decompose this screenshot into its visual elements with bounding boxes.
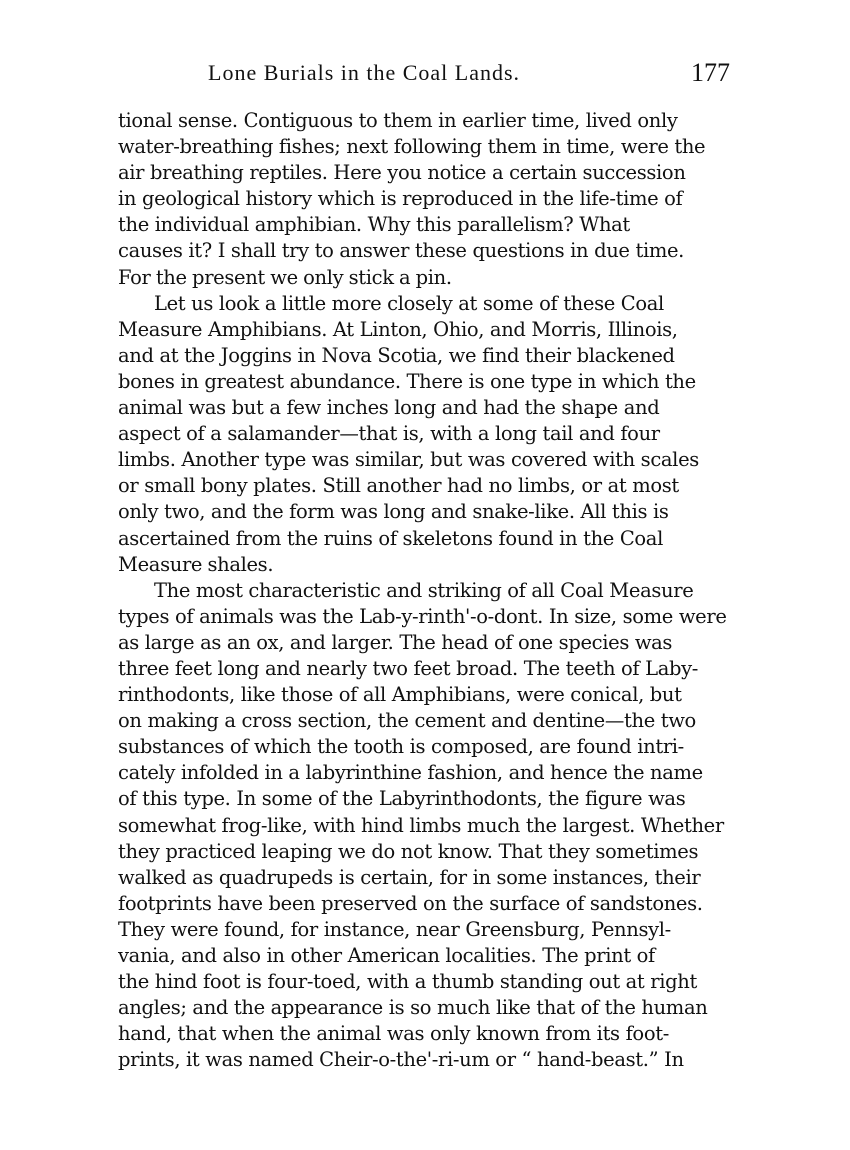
text-line: water-breathing fishes; next following them in time, were the xyxy=(118,135,706,159)
text-line: vania, and also in other American localities. The print of xyxy=(118,944,655,967)
text-line: substances of which the tooth is composed, are found intri- xyxy=(118,735,684,759)
text-line: walked as quadrupeds is certain, for in some instances, their xyxy=(118,865,701,889)
text-line: in geological history which is reproduced in the life-time of xyxy=(118,187,683,211)
text-line: Let us look a little more closely at some of these Coal xyxy=(154,291,664,315)
text-line: aspect of a salamander—that is, with a long tail and four xyxy=(118,422,660,446)
text-line: air breathing reptiles. Here you notice a certain succession xyxy=(118,161,686,185)
text-line: For the present we only stick a pin. xyxy=(118,265,452,289)
text-line: bones in greatest abundance. There is one type in which the xyxy=(118,369,696,393)
text-line: The most characteristic and striking of all Coal Measure xyxy=(154,578,694,602)
text-line: tional sense. Contiguous to them in earlier time, lived only xyxy=(118,109,678,132)
text-line: the individual amphibian. Why this parallelism? What xyxy=(118,213,630,237)
text-line: ascertained from the ruins of skeletons found in the Coal xyxy=(118,526,663,550)
text-line: causes it? I shall try to answer these questions in due time. xyxy=(118,239,685,263)
text-line: as large as an ox, and larger. The head of one species was xyxy=(118,630,673,654)
text-line: somewhat frog-like, with hind limbs much the largest. Whether xyxy=(118,813,724,837)
text-line: three feet long and nearly two feet broad. The teeth of Laby- xyxy=(118,656,699,680)
text-line: and at the Joggins in Nova Scotia, we find their blackened xyxy=(118,343,675,367)
text-line: rinthodonts, like those of all Amphibians, were conical, but xyxy=(118,683,682,707)
text-line: or small bony plates. Still another had no limbs, or at most xyxy=(118,474,679,498)
text-line: Measure shales. xyxy=(118,552,274,576)
text-line: prints, it was named Cheir-o-the'-ri-um or “ hand-beast.” In xyxy=(118,1048,684,1072)
text-line: animal was but a few inches long and had the shape and xyxy=(118,396,660,420)
text-line: footprints have been preserved on the surface of sandstones. xyxy=(118,891,703,915)
text-line: only two, and the form was long and snake-like. All this is xyxy=(118,500,669,524)
text-line: on making a cross section, the cement and dentine—the two xyxy=(118,709,696,733)
body-text xyxy=(118,108,730,1073)
page-header xyxy=(118,58,730,94)
text-line: hand, that when the animal was only known from its foot- xyxy=(118,1022,669,1046)
text-line: the hind foot is four-toed, with a thumb standing out at right xyxy=(118,970,697,994)
text-line: types of animals was the Lab-y-rinth'-o-dont. In size, some were xyxy=(118,604,727,628)
text-line: angles; and the appearance is so much like that of the human xyxy=(118,996,708,1020)
text-line: They were found, for instance, near Greensburg, Pennsyl- xyxy=(118,917,671,941)
text-line: they practiced leaping we do not know. That they sometimes xyxy=(118,839,699,863)
text-line: of this type. In some of the Labyrinthodonts, the figure was xyxy=(118,787,686,811)
page-number: 177 xyxy=(691,58,730,87)
text-line: limbs. Another type was similar, but was covered with scales xyxy=(118,448,699,472)
running-title: Lone Burials in the Coal Lands. xyxy=(208,60,521,85)
text-line: Measure Amphibians. At Linton, Ohio, and Morris, Illinois, xyxy=(118,317,678,341)
text-line: cately infolded in a labyrinthine fashion, and hence the name xyxy=(118,761,703,785)
